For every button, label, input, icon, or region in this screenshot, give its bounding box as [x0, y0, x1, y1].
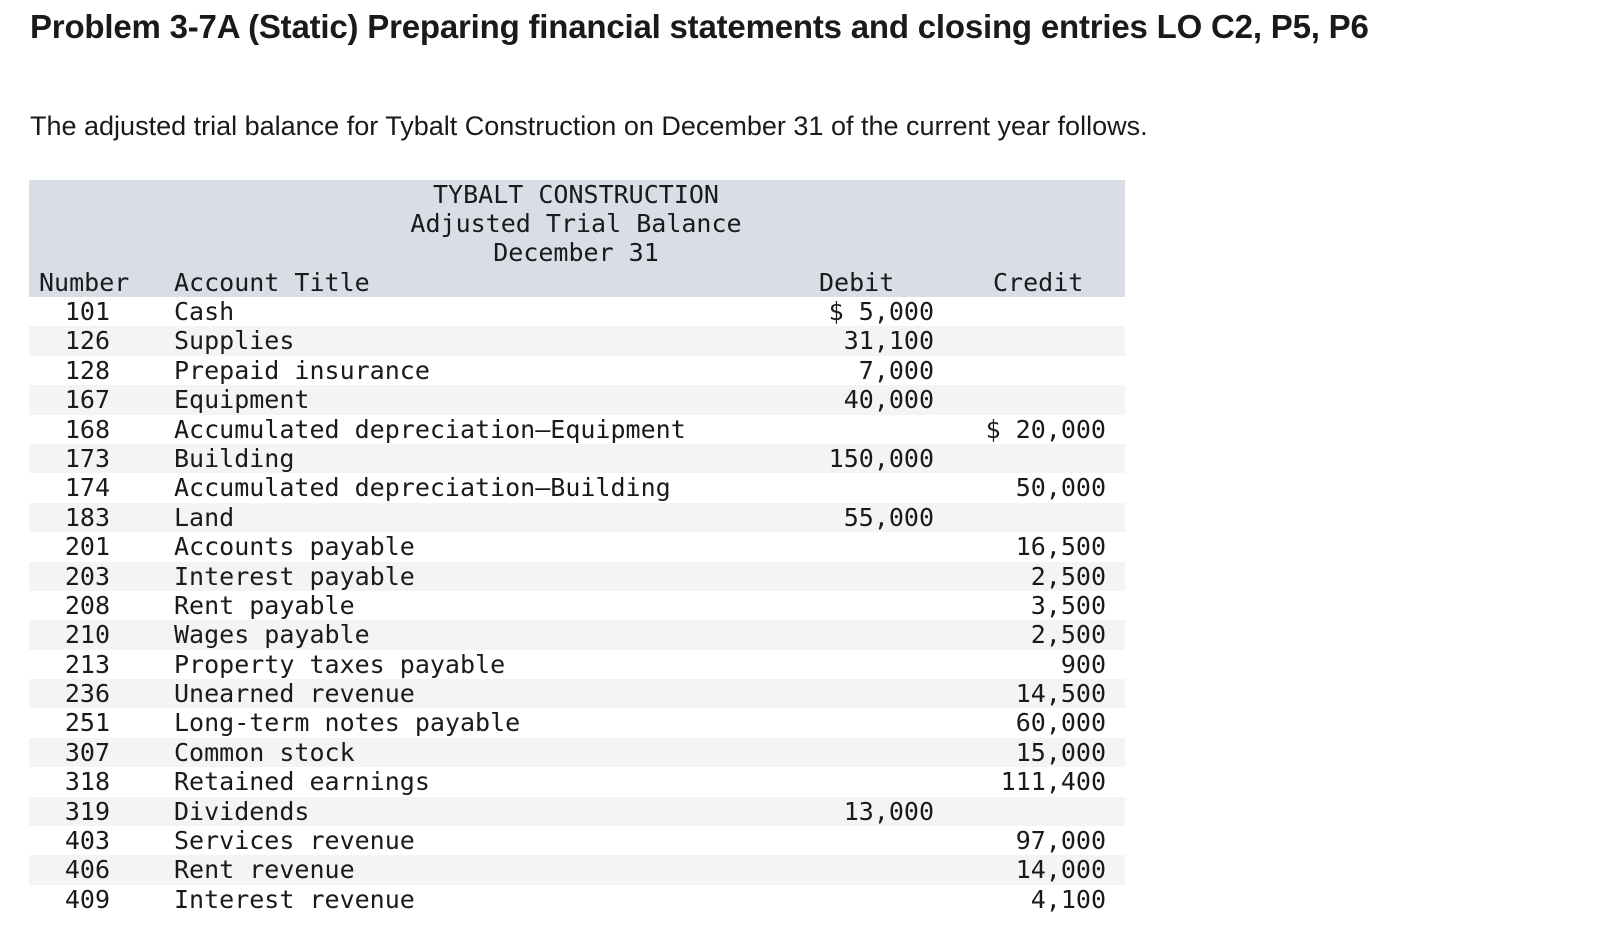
credit-amount: 97,000 — [1015, 826, 1106, 856]
account-title: Accounts payable — [174, 532, 415, 562]
statement-date: December 31 — [493, 238, 659, 267]
debit-amount — [729, 562, 934, 591]
table-row — [29, 650, 1125, 679]
debit-amount — [729, 826, 934, 855]
credit-amount: 50,000 — [1015, 473, 1106, 503]
debit-amount: 150,000 — [828, 443, 934, 473]
account-number: 167 — [64, 385, 110, 415]
table-row — [29, 826, 1125, 855]
account-number: 128 — [64, 355, 110, 385]
problem-title: Problem 3-7A (Static) Preparing financial statements and closing entries LO C2, P5, P6 — [30, 8, 1369, 45]
credit-amount: 2,500 — [1030, 620, 1106, 650]
account-title: Building — [174, 443, 295, 473]
table-row — [29, 562, 1125, 591]
account-title: Accumulated depreciation—Equipment — [174, 414, 686, 444]
credit-amount: 2,500 — [1030, 561, 1106, 591]
debit-amount — [729, 767, 934, 796]
debit-amount — [729, 473, 934, 502]
intro-text: The adjusted trial balance for Tybalt Construction on December 31 of the current year follows. — [30, 111, 1148, 141]
credit-amount: 16,500 — [1015, 532, 1106, 562]
credit-amount: 14,000 — [1015, 855, 1106, 885]
table-row — [29, 855, 1125, 884]
debit-amount: 31,100 — [843, 326, 934, 356]
table-row — [29, 473, 1125, 502]
table-row — [29, 591, 1125, 620]
table-header — [29, 180, 1125, 297]
column-header-credit: Credit — [993, 268, 1084, 297]
account-title: Rent revenue — [174, 855, 355, 885]
debit-amount — [729, 738, 934, 767]
account-number: 406 — [64, 855, 110, 885]
table-row — [29, 444, 1125, 473]
account-title: Equipment — [174, 385, 310, 415]
column-header-number: Number — [39, 268, 130, 297]
account-title: Retained earnings — [174, 767, 430, 797]
credit-amount: 900 — [1060, 649, 1106, 679]
credit-amount — [909, 385, 1106, 414]
debit-amount — [729, 708, 934, 737]
debit-amount — [729, 415, 934, 444]
account-number: 101 — [64, 297, 110, 326]
debit-amount — [729, 620, 934, 649]
account-number: 210 — [64, 620, 110, 650]
credit-amount — [909, 503, 1106, 532]
account-number: 307 — [64, 737, 110, 767]
account-title: Common stock — [174, 737, 355, 767]
credit-amount — [909, 326, 1106, 355]
credit-amount: 111,400 — [1000, 767, 1106, 797]
account-title: Cash — [174, 297, 235, 326]
credit-amount: 15,000 — [1015, 737, 1106, 767]
account-number: 236 — [64, 679, 110, 709]
account-number: 251 — [64, 708, 110, 738]
table-row — [29, 385, 1125, 414]
account-number: 174 — [64, 473, 110, 503]
account-title: Accumulated depreciation—Building — [174, 473, 671, 503]
account-number: 208 — [64, 590, 110, 620]
account-title: Supplies — [174, 326, 295, 356]
debit-amount: 7,000 — [858, 355, 934, 385]
credit-amount — [909, 444, 1106, 473]
account-number: 318 — [64, 767, 110, 797]
credit-amount: 3,500 — [1030, 590, 1106, 620]
adjusted-trial-balance-table — [29, 180, 1125, 914]
table-row — [29, 738, 1125, 767]
credit-amount: 14,500 — [1015, 679, 1106, 709]
company-name: TYBALT CONSTRUCTION — [433, 180, 719, 209]
table-row — [29, 620, 1125, 649]
table-row — [29, 708, 1125, 737]
credit-amount — [909, 356, 1106, 385]
account-number: 168 — [64, 414, 110, 444]
account-number: 409 — [64, 884, 110, 914]
account-number: 201 — [64, 532, 110, 562]
table-row — [29, 679, 1125, 708]
debit-amount — [729, 650, 934, 679]
account-number: 213 — [64, 649, 110, 679]
debit-amount — [729, 532, 934, 561]
table-row — [29, 297, 1125, 326]
table-row — [29, 415, 1125, 444]
table-row — [29, 532, 1125, 561]
account-title: Property taxes payable — [174, 649, 506, 679]
table-body — [29, 297, 1125, 914]
table-row — [29, 797, 1125, 826]
account-number: 126 — [64, 326, 110, 356]
account-title: Land — [174, 502, 235, 532]
account-title: Long-term notes payable — [174, 708, 521, 738]
account-title: Unearned revenue — [174, 679, 415, 709]
table-row — [29, 767, 1125, 796]
account-number: 403 — [64, 826, 110, 856]
column-header-debit: Debit — [819, 268, 895, 297]
credit-amount: $ 20,000 — [985, 414, 1106, 444]
credit-amount — [909, 797, 1106, 826]
debit-amount — [729, 591, 934, 620]
debit-amount — [729, 679, 934, 708]
account-title: Wages payable — [174, 620, 370, 650]
account-number: 173 — [64, 443, 110, 473]
account-title: Services revenue — [174, 826, 415, 856]
account-title: Interest payable — [174, 561, 415, 591]
debit-amount — [729, 885, 934, 914]
credit-amount — [909, 297, 1106, 326]
table-row — [29, 356, 1125, 385]
account-title: Prepaid insurance — [174, 355, 430, 385]
account-number: 203 — [64, 561, 110, 591]
column-header-account-title: Account Title — [174, 268, 370, 297]
debit-amount: 40,000 — [843, 385, 934, 415]
table-row — [29, 885, 1125, 914]
statement-name: Adjusted Trial Balance — [410, 209, 742, 238]
credit-amount: 60,000 — [1015, 708, 1106, 738]
account-title: Dividends — [174, 796, 310, 826]
debit-amount: $ 5,000 — [828, 297, 934, 326]
account-number: 319 — [64, 796, 110, 826]
account-title: Rent payable — [174, 590, 355, 620]
debit-amount — [729, 855, 934, 884]
account-number: 183 — [64, 502, 110, 532]
credit-amount: 4,100 — [1030, 884, 1106, 914]
debit-amount: 55,000 — [843, 502, 934, 532]
table-row — [29, 326, 1125, 355]
debit-amount: 13,000 — [843, 796, 934, 826]
table-row — [29, 503, 1125, 532]
account-title: Interest revenue — [174, 884, 415, 914]
